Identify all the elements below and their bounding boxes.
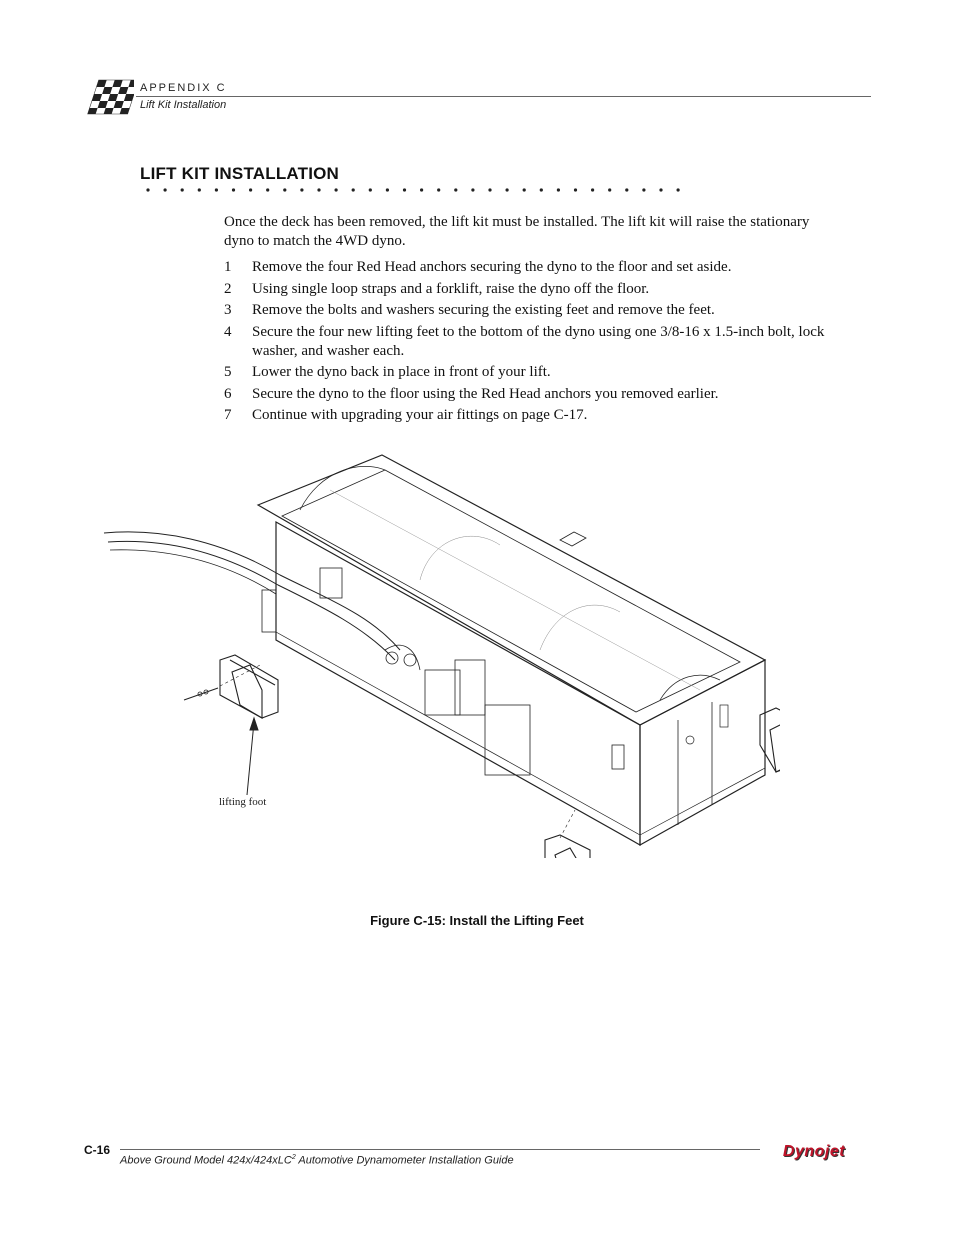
guide-title-superscript: 2: [291, 1154, 296, 1161]
dotted-rule: [140, 184, 690, 196]
step-item: [224, 385, 844, 404]
figure-callout-label: lifting foot: [219, 796, 267, 808]
step-number: 3: [224, 302, 232, 318]
figure-caption: Figure C-15: Install the Lifting Feet: [370, 913, 584, 928]
rule-dot: [608, 188, 611, 191]
rule-dot: [369, 188, 372, 191]
step-text: Remove the four Red Head anchors securing the dyno to the floor and set aside.: [252, 259, 732, 275]
rule-dot: [420, 188, 423, 191]
step-number: 7: [224, 407, 232, 423]
rule-dot: [232, 188, 235, 191]
intro-paragraph: Once the deck has been removed, the lift kit must be installed. The lift kit will raise the stationary dyno to match the 4WD dyno.: [224, 214, 810, 249]
step-number: 4: [224, 323, 232, 340]
guide-title: [120, 1154, 514, 1167]
rule-dot: [283, 188, 286, 191]
step-text: Using single loop straps and a forklift, raise the dyno off the floor.: [252, 280, 650, 297]
step-text: Lower the dyno back in place in front of your lift.: [252, 364, 551, 380]
step-item: [224, 301, 844, 320]
page-number: C-16: [84, 1143, 111, 1157]
header-appendix-label: APPENDIX C: [140, 82, 227, 94]
rule-dot: [625, 188, 628, 191]
rule-dot: [386, 188, 389, 191]
rule-dot: [540, 188, 543, 191]
step-text: Secure the four new lifting feet to the bottom of the dyno using one 3/8-16 x 1.5-inch bolt, lock washer, and washer each.: [252, 323, 825, 359]
rule-dot: [249, 188, 252, 191]
step-text: Remove the bolts and washers securing the existing feet and remove the feet.: [252, 302, 715, 318]
rule-dot: [523, 188, 526, 191]
footer-rule: [120, 1149, 760, 1150]
guide-title-rest: Automotive Dynamometer Installation Guide: [295, 1154, 514, 1167]
steps-list: [224, 258, 844, 428]
dynojet-logo: [760, 1140, 868, 1164]
rule-dot: [488, 188, 491, 191]
step-number: 6: [224, 385, 232, 402]
rule-dot: [642, 188, 645, 191]
rule-dot: [300, 188, 303, 191]
rule-dot: [352, 188, 355, 191]
logo-text: Dynojet: [782, 1143, 846, 1160]
step-item: [224, 280, 844, 299]
step-number: 1: [224, 259, 232, 275]
guide-title-main: Above Ground Model 424x/424xLC: [120, 1154, 292, 1167]
rule-dot: [557, 188, 560, 191]
rule-dot: [198, 188, 201, 191]
rule-dot: [317, 188, 320, 191]
step-text: Continue with upgrading your air fittings on page C-17.: [252, 407, 588, 423]
rule-dot: [574, 188, 577, 191]
step-text: Secure the dyno to the floor using the Red Head anchors you removed earlier.: [252, 385, 719, 402]
rule-dot: [454, 188, 457, 191]
rule-dot: [181, 188, 184, 191]
rule-dot: [215, 188, 218, 191]
rule-dot: [335, 188, 338, 191]
dyno-lift-illustration: [100, 448, 780, 858]
rule-dot: [437, 188, 440, 191]
header-rule: [136, 96, 871, 97]
rule-dot: [164, 188, 167, 191]
rule-dot: [146, 188, 149, 191]
rule-dot: [403, 188, 406, 191]
rule-dot: [506, 188, 509, 191]
rule-dot: [659, 188, 662, 191]
step-item: [224, 406, 844, 425]
rule-dot: [266, 188, 269, 191]
step-number: 2: [224, 280, 232, 297]
rule-dot: [471, 188, 474, 191]
step-item: [224, 363, 844, 382]
checkered-flag-icon: [84, 76, 134, 118]
step-number: 5: [224, 364, 232, 380]
step-item: [224, 323, 844, 361]
rule-dot: [591, 188, 594, 191]
rule-dot: [677, 188, 680, 191]
step-item: [224, 258, 844, 277]
header-subtitle: Lift Kit Installation: [140, 99, 227, 111]
section-title: LIFT KIT INSTALLATION: [140, 164, 340, 183]
